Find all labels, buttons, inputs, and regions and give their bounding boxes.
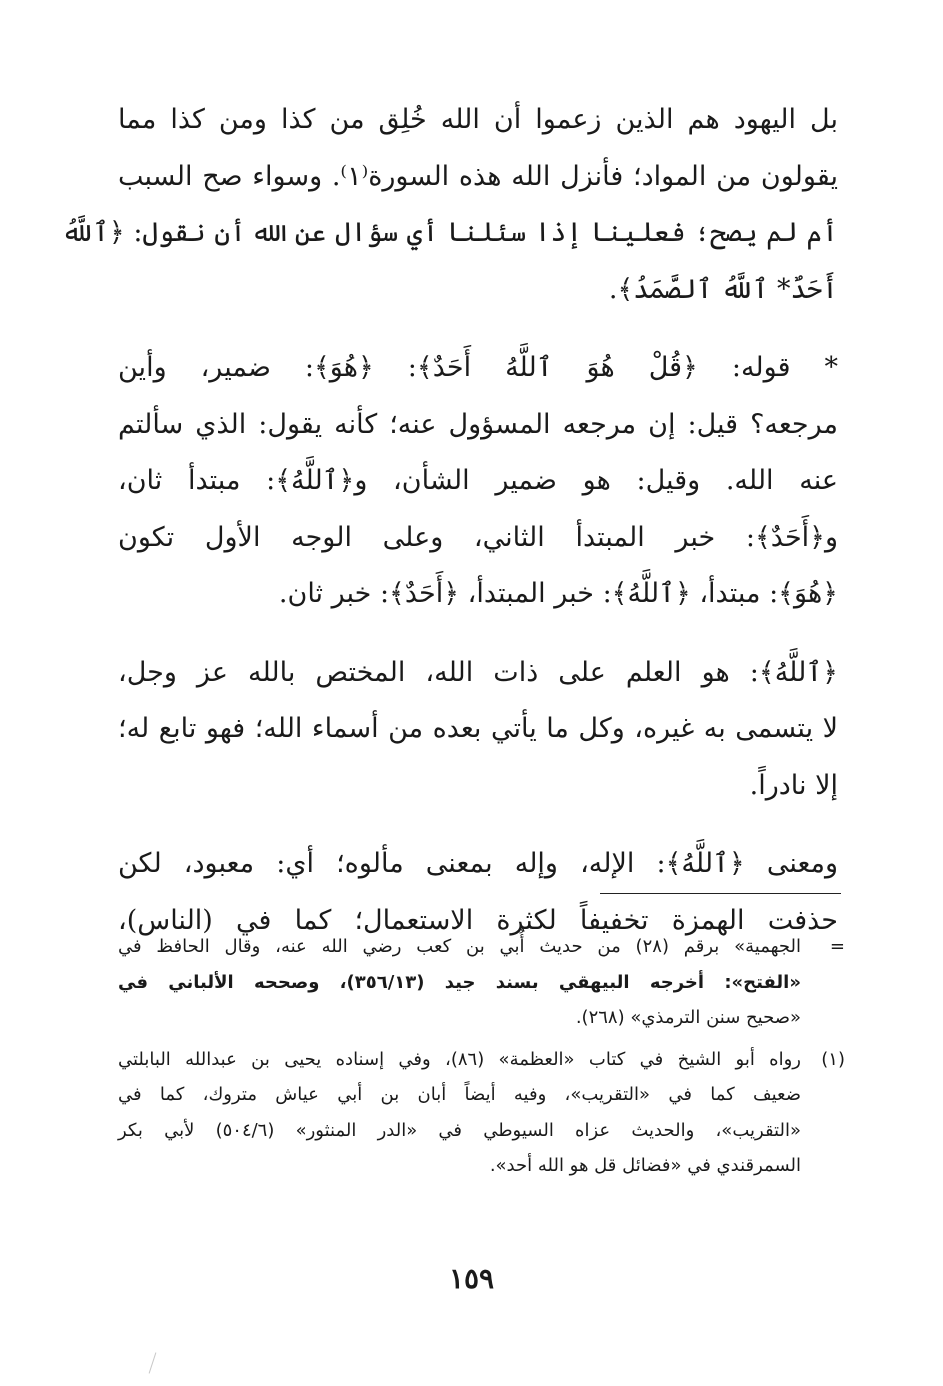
text-line: ومعنى ﴿ٱللَّهُ﴾: الإله، وإله بمعنى مألوه؛ أي: معبود، لكن — [118, 848, 838, 879]
paragraph-2 — [118, 340, 838, 623]
text-line: ﴿هُوَ﴾: مبتدأ، ﴿ٱللَّهُ﴾: خبر المبتدأ، ﴿أَحَدٌ﴾: خبر ثان. — [278, 578, 838, 609]
text-line: أم لم يصح؛ فعلينا إذا سئلنا أي سؤال عن الله أن نقول: ﴿ٱللَّهُ — [61, 217, 838, 248]
text-line: * قوله: ﴿قُلْ هُوَ ٱللَّهُ أَحَدٌ﴾: ﴿هُوَ﴾: ضمير، وأين — [118, 352, 838, 383]
text-line: لا يتسمى به غيره، وكل ما يأتي بعده من أسماء الله؛ فهو تابع له؛ — [118, 713, 838, 744]
text-line: و﴿أَحَدٌ﴾: خبر المبتدأ الثاني، وعلى الوجه الأول تكون — [118, 521, 838, 553]
footnote-line: «التقريب»، والحديث عزاه السيوطي في «الدر المنثور» (٥٠٤/٦) لأبي بكر — [118, 1119, 801, 1141]
footnote-separator — [600, 893, 841, 894]
footnote-1 — [118, 1042, 843, 1184]
paragraph-3 — [118, 645, 838, 815]
text-line: بل اليهود هم الذين زعموا أن الله خُلِق من كذا ومن كذا مما — [118, 104, 838, 135]
footnote-line: رواه أبو الشيخ في كتاب «العظمة» (٨٦)، وفي إسناده يحيى بن عبدالله البابلتي — [118, 1048, 801, 1070]
text-line: إلا نادراً. — [749, 769, 838, 801]
text-line: عنه الله. وقيل: هو ضمير الشأن، و﴿ٱللَّهُ﴾: مبتدأ ثان، — [118, 465, 838, 496]
footnote-continued — [118, 929, 843, 1036]
paragraph-1 — [61, 92, 838, 318]
text-line: حذفت الهمزة تخفيفاً لكثرة الاستعمال؛ كما في (الناس)، — [118, 904, 838, 936]
footnote-line: السمرقندي في «فضائل قل هو الله أحد». — [489, 1155, 801, 1176]
footnote-line: «الفتح»: أخرجه البيهقي بسند جيد (٣٥٦/١٣)، وصححه الألباني في — [118, 971, 801, 993]
scan-mark — [149, 1352, 157, 1373]
text-line: مرجعه؟ قيل: إن مرجعه المسؤول عنه؛ كأنه يقول: الذي سألتم — [118, 408, 838, 440]
main-text — [61, 92, 838, 949]
footnote-line: ضعيف كما في «التقريب»، وفيه أيضاً أبان بن أبي عياش متروك، كما في — [118, 1084, 801, 1105]
footnote-marker: (١) — [821, 1048, 845, 1070]
footnote-line: «صحيح سنن الترمذي» (٢٦٨). — [575, 1007, 801, 1028]
text-line: يقولون من المواد؛ فأنزل الله هذه السورة⁽١⁾. وسواء صح السبب — [118, 160, 838, 192]
footnotes — [118, 929, 843, 1190]
footnote-line: الجهمية» برقم (٢٨) من حديث أُبي بن كعب رضي الله عنه، وقال الحافظ في — [118, 936, 801, 957]
text-line: أَحَدٌ* ٱللَّهُ ٱلصَّمَدُ﴾. — [608, 273, 838, 305]
page-number: ١٥٩ — [448, 1262, 495, 1295]
footnote-marker: = — [829, 936, 845, 957]
text-line: ﴿ٱللَّهُ﴾: هو العلم على ذات الله، المختص بالله عز وجل، — [118, 656, 838, 688]
